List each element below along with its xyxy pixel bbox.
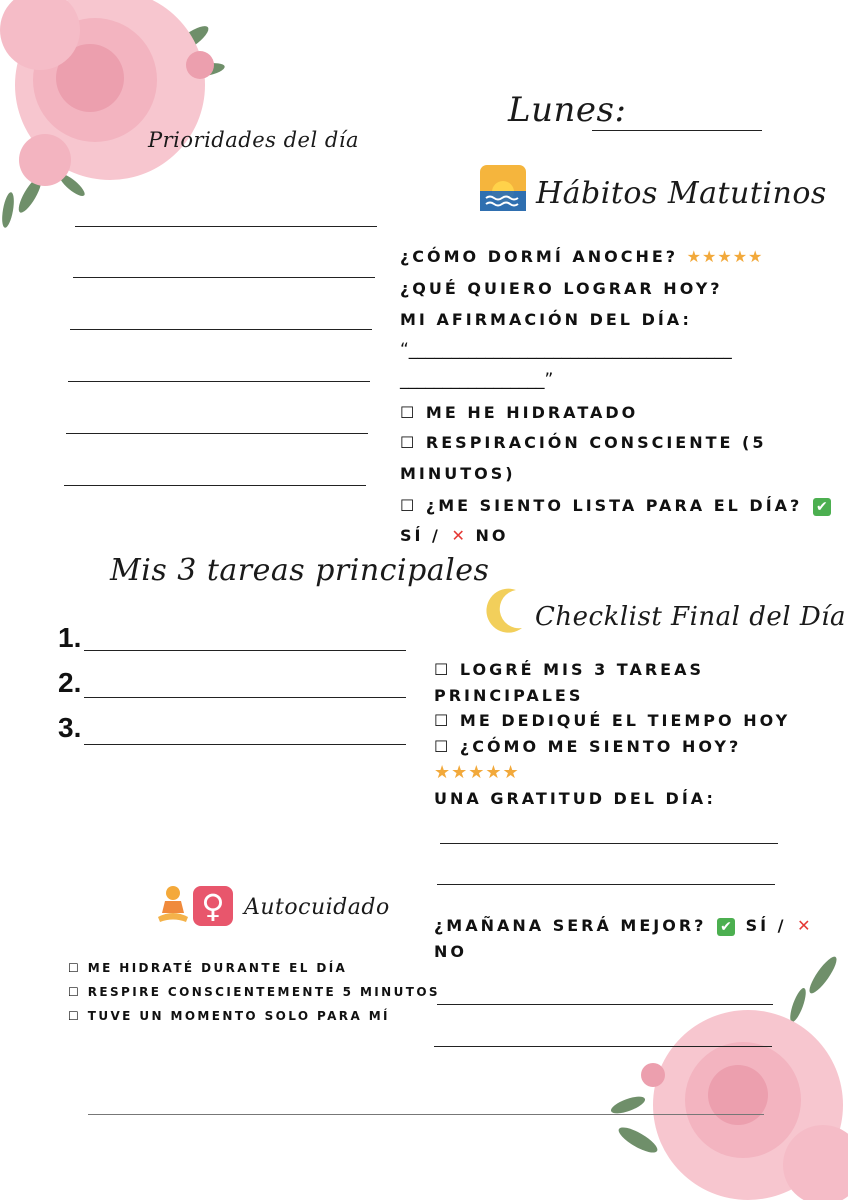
task-number: 3. (58, 712, 82, 743)
day-input-line[interactable] (592, 130, 762, 131)
task-line[interactable] (84, 697, 406, 698)
gratitude-line[interactable] (437, 884, 775, 885)
feel-rating-stars[interactable]: ★★★★★ (434, 762, 520, 783)
tomorrow-line[interactable] (434, 1046, 772, 1047)
cross-mark-icon: ✕ (797, 916, 811, 935)
selfcare-title: Autocuidado (244, 895, 390, 920)
affirmation-line[interactable]: _________________” (400, 370, 554, 390)
tasks-title: Mis 3 tareas principales (110, 553, 490, 588)
check-mark-icon: ✔ (717, 918, 735, 936)
task-line[interactable] (84, 650, 406, 651)
checkbox-breathing[interactable]: ☐ RESPIRACIÓN CONSCIENTE (5 (400, 433, 767, 452)
gratitude-label: UNA GRATITUD DEL DÍA: (434, 789, 716, 808)
bottom-right-roses-decoration (598, 955, 848, 1200)
checkbox-hydrated[interactable]: ☐ ME HE HIDRATADO (400, 403, 639, 422)
no-option[interactable]: NO (475, 526, 509, 545)
task-number: 2. (58, 667, 82, 698)
sleep-question-row (400, 247, 763, 266)
tomorrow-line[interactable] (437, 1004, 773, 1005)
sleep-question: ¿CÓMO DORMÍ ANOCHE? (400, 247, 679, 266)
checkbox-ready[interactable] (400, 496, 833, 516)
selfcare-item[interactable]: ☐ TUVE UN MOMENTO SOLO PARA MÍ (68, 1009, 390, 1023)
selfcare-item[interactable]: ☐ RESPIRE CONSCIENTEMENTE 5 MINUTOS (68, 985, 440, 999)
yes-option[interactable]: SÍ / (745, 916, 787, 935)
selfcare-item[interactable]: ☐ ME HIDRATÉ DURANTE EL DÍA (68, 961, 348, 975)
sleep-rating-stars[interactable]: ★★★★★ (686, 247, 764, 266)
affirmation-line[interactable]: “______________________________________ (400, 340, 732, 360)
meditation-icon (156, 885, 190, 925)
crescent-moon-icon (478, 588, 526, 636)
ready-question: ☐ ¿ME SIENTO LISTA PARA EL DÍA? (400, 496, 803, 515)
female-sign-icon: ♀ (193, 886, 233, 926)
affirmation-label: MI AFIRMACIÓN DEL DÍA: (400, 310, 692, 329)
yes-option[interactable]: SÍ / (400, 526, 441, 545)
priorities-title: Prioridades del día (148, 128, 360, 152)
priority-line[interactable] (66, 433, 368, 434)
day-label: Lunes: (508, 90, 627, 130)
priority-line[interactable] (68, 381, 370, 382)
task-number: 1. (58, 622, 82, 653)
no-option[interactable]: NO (434, 942, 467, 961)
cross-mark-icon: ✕ (451, 526, 465, 545)
priority-line[interactable] (64, 485, 366, 486)
goal-question: ¿QUÉ QUIERO LOGRAR HOY? (400, 279, 723, 298)
priority-line[interactable] (73, 277, 375, 278)
priority-line[interactable] (70, 329, 372, 330)
checkbox-tasks-done-continued: PRINCIPALES (434, 686, 584, 705)
tomorrow-row (434, 916, 812, 936)
checkbox-time[interactable]: ☐ ME DEDIQUÉ EL TIEMPO HOY (434, 711, 791, 730)
morning-title: Hábitos Matutinos (536, 176, 827, 211)
check-mark-icon: ✔ (813, 498, 831, 516)
checkbox-feel[interactable]: ☐ ¿CÓMO ME SIENTO HOY? (434, 737, 742, 756)
checkbox-tasks-done[interactable]: ☐ LOGRÉ MIS 3 TAREAS (434, 660, 704, 679)
checkbox-breathing-continued: MINUTOS) (400, 464, 516, 483)
ready-answer-row (400, 526, 508, 545)
top-left-roses-decoration (0, 0, 250, 230)
footer-divider (88, 1114, 764, 1115)
tomorrow-question: ¿MAÑANA SERÁ MEJOR? (434, 916, 707, 935)
gratitude-line[interactable] (440, 843, 778, 844)
priority-line[interactable] (75, 226, 377, 227)
evening-title: Checklist Final del Día (535, 602, 846, 632)
sunrise-icon (480, 165, 526, 211)
task-line[interactable] (84, 744, 406, 745)
